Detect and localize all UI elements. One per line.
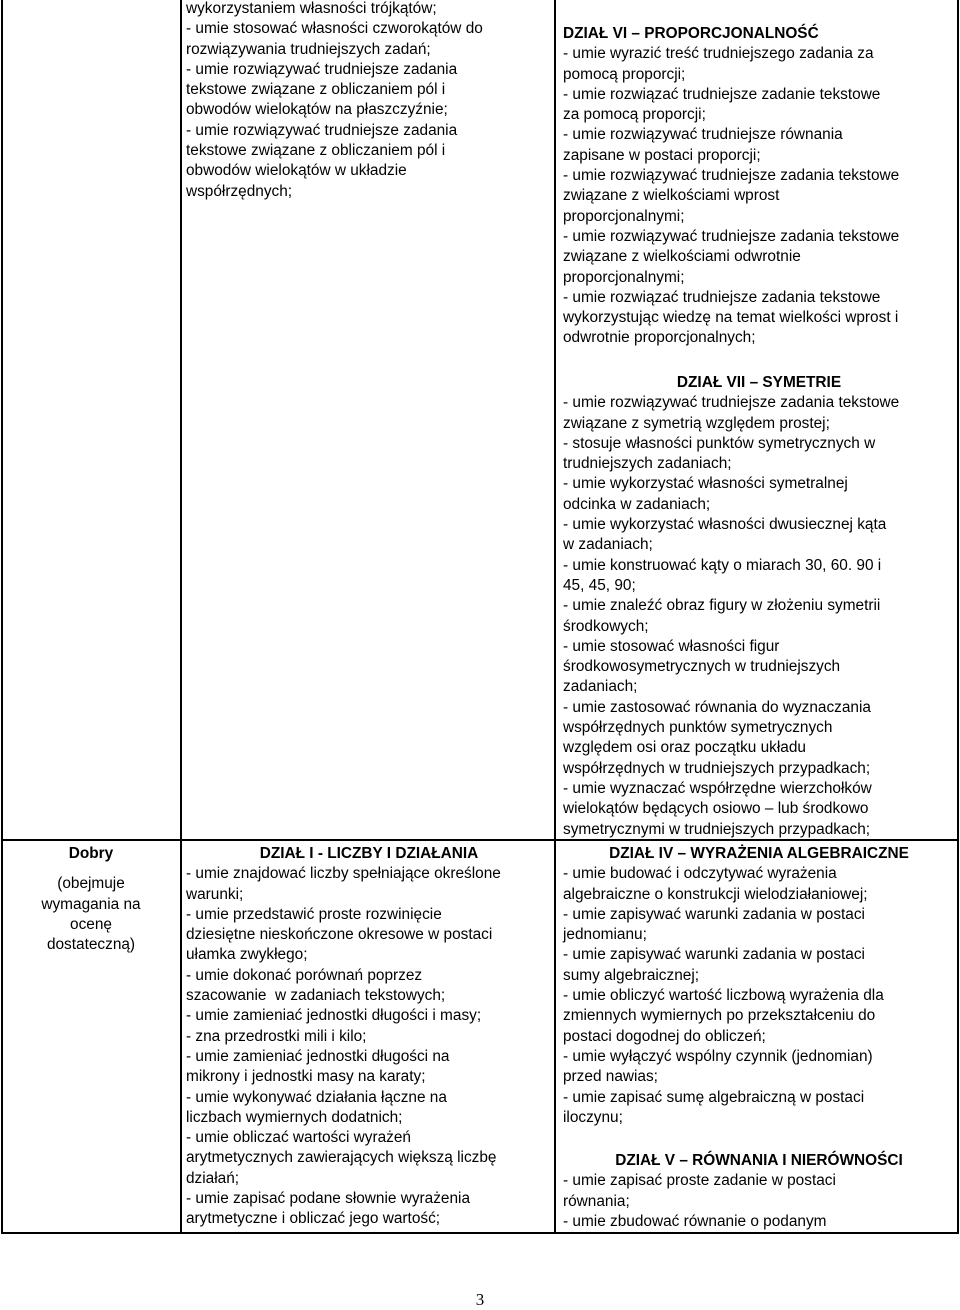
text-line: - umie przedstawić proste rozwinięcie bbox=[186, 905, 442, 923]
grade-note-line: (obejmuje bbox=[57, 875, 125, 893]
text-line: - umie rozwiązać trudniejsze zadanie tekstowe bbox=[563, 85, 881, 103]
grade-cell bbox=[1, 844, 181, 955]
text-line: odcinka w zadaniach; bbox=[563, 495, 711, 513]
text-line: proporcjonalnymi; bbox=[563, 268, 685, 286]
text-line: szacowanie w zadaniach tekstowych; bbox=[186, 987, 446, 1005]
text-line: warunki; bbox=[186, 885, 244, 903]
text-line: przed nawias; bbox=[563, 1068, 658, 1086]
text-line: - umie rozwiązywać trudniejsze zadania tekstowe bbox=[563, 227, 900, 245]
text-line: - umie rozwiązywać trudniejsze zadania bbox=[186, 60, 458, 78]
section-heading: DZIAŁ VII – SYMETRIE bbox=[676, 374, 842, 391]
section-heading: DZIAŁ I - LICZBY I DZIAŁANIA bbox=[259, 845, 479, 862]
text-line: środkowych; bbox=[563, 617, 649, 635]
text-line: - umie zapisać sumę algebraiczną w postaci bbox=[563, 1088, 865, 1106]
text-line: - umie zbudować równanie o podanym bbox=[563, 1212, 827, 1230]
text-line: - umie zamieniać jednostki długości na bbox=[186, 1047, 450, 1065]
grade-note-line: dostateczną) bbox=[46, 936, 136, 954]
page-number: 3 bbox=[475, 1290, 485, 1309]
text-line: arytmetycznych zawierających większą liczbę bbox=[186, 1149, 497, 1167]
text-line: 45, 45, 90; bbox=[563, 576, 636, 594]
text-line: - umie rozwiązywać trudniejsze zadania tekstowe bbox=[563, 394, 900, 412]
text-line: zmiennych wymiernych po przekształceniu do bbox=[563, 1007, 876, 1025]
table-border-col-1 bbox=[180, 0, 182, 1234]
text-line: działań; bbox=[186, 1169, 240, 1187]
text-line: - umie zapisywać warunki zadania w postaci bbox=[563, 946, 865, 964]
text-line: - umie konstruować kąty o miarach 30, 60. 90 i bbox=[563, 556, 882, 574]
text-line: - umie wyłączyć wspólny czynnik (jednomian) bbox=[563, 1047, 873, 1065]
text-line: proporcjonalnymi; bbox=[563, 207, 685, 225]
text-line: obwodów wielokątów w układzie bbox=[186, 162, 407, 180]
text-line: odwrotnie proporcjonalnych; bbox=[563, 329, 756, 347]
grade-title: Dobry bbox=[68, 845, 114, 862]
text-line: pomocą proporcji; bbox=[563, 65, 686, 83]
text-line: - umie wykorzystać własności symetralnej bbox=[563, 475, 848, 493]
text-line: - umie zapisać proste zadanie w postaci bbox=[563, 1172, 836, 1190]
section-heading: DZIAŁ V – RÓWNANIA I NIERÓWNOŚCI bbox=[615, 1152, 903, 1169]
text-line: ułamka zwykłego; bbox=[186, 946, 308, 964]
text-line: - stosuje własności punktów symetrycznych w bbox=[563, 434, 876, 452]
text-line: rozwiązywania trudniejszych zadań; bbox=[186, 40, 431, 58]
text-line: mikrony i jednostki masy na karaty; bbox=[186, 1068, 426, 1086]
text-line: - umie wyznaczać współrzędne wierzchołków bbox=[563, 779, 872, 797]
text-line: trudniejszych zadaniach; bbox=[563, 455, 732, 473]
text-line: symetrycznymi w trudniejszych przypadkach; bbox=[563, 820, 871, 838]
text-line: w zadaniach; bbox=[563, 536, 653, 554]
grade-note-line: ocenę bbox=[70, 915, 112, 933]
text-line: - umie dokonać porównań poprzez bbox=[186, 966, 423, 984]
text-line: związane z wielkościami wprost bbox=[563, 187, 780, 205]
text-line: związane z wielkościami odwrotnie bbox=[563, 248, 801, 266]
col2-top-text bbox=[186, 0, 483, 202]
grade-note-line: wymagania na bbox=[41, 895, 141, 913]
text-line: - umie budować i odczytywać wyrażenia bbox=[563, 865, 837, 883]
text-line: - zna przedrostki mili i kilo; bbox=[186, 1027, 367, 1045]
text-line: - umie znaleźć obraz figury w złożeniu symetrii bbox=[563, 597, 881, 615]
text-line: - umie rozwiązywać trudniejsze zadania tekstowe bbox=[563, 167, 900, 185]
text-line: sumy algebraicznej; bbox=[563, 966, 700, 984]
text-line: - umie rozwiązywać trudniejsze zadania bbox=[186, 121, 458, 139]
section-symetrie bbox=[563, 373, 955, 840]
text-line: współrzędnych punktów symetrycznych bbox=[563, 719, 833, 737]
text-line: - umie zapisywać warunki zadania w postaci bbox=[563, 905, 865, 923]
text-line: obwodów wielokątów na płaszczyźnie; bbox=[186, 101, 448, 119]
table-border-right bbox=[957, 0, 959, 1234]
text-line: - umie wykonywać działania łączne na bbox=[186, 1088, 447, 1106]
text-line: wykorzystując wiedzę na temat wielkości wprost i bbox=[563, 309, 899, 327]
text-line: - umie obliczać wartości wyrażeń bbox=[186, 1129, 411, 1147]
text-line: za pomocą proporcji; bbox=[563, 106, 706, 124]
section-proporcjonalnosc bbox=[563, 24, 899, 349]
text-line: związane z symetrią względem prostej; bbox=[563, 414, 830, 432]
text-line: zapisane w postaci proporcji; bbox=[563, 146, 761, 164]
text-line: - umie zamieniać jednostki długości i masy; bbox=[186, 1007, 482, 1025]
text-line: wielokątów będących osiowo – lub środkowo bbox=[563, 800, 869, 818]
text-line: arytmetyczne i obliczać jego wartość; bbox=[186, 1210, 441, 1228]
text-line: względem osi oraz początku układu bbox=[563, 739, 806, 757]
text-line: zadaniach; bbox=[563, 678, 638, 696]
text-line: - umie stosować własności czworokątów do bbox=[186, 20, 483, 38]
text-line: jednomianu; bbox=[563, 926, 647, 944]
text-line: - umie zastosować równania do wyznaczania bbox=[563, 698, 871, 716]
section-liczby-i-dzialania bbox=[186, 844, 552, 1230]
text-line: - umie wyrazić treść trudniejszego zadania za bbox=[563, 45, 874, 63]
text-line: tekstowe związane z obliczaniem pól i bbox=[186, 81, 446, 99]
text-line: równania; bbox=[563, 1192, 630, 1210]
section-heading: DZIAŁ IV – WYRAŻENIA ALGEBRAICZNE bbox=[609, 845, 909, 862]
text-line: współrzędnych; bbox=[186, 182, 293, 200]
text-line: - umie znajdować liczby spełniające określone bbox=[186, 865, 501, 883]
text-line: wykorzystaniem własności trójkątów; bbox=[186, 0, 437, 17]
text-line: środkowosymetrycznych w trudniejszych bbox=[563, 658, 841, 676]
text-line: postaci dogodnej do obliczeń; bbox=[563, 1027, 766, 1045]
text-line: liczbach wymiernych dodatnich; bbox=[186, 1108, 403, 1126]
text-line: - umie rozwiązać trudniejsze zadania tekstowe bbox=[563, 288, 881, 306]
text-line: dziesiętne nieskończone okresowe w postaci bbox=[186, 926, 493, 944]
text-line: algebraiczne o konstrukcji wielodziałaniowej; bbox=[563, 885, 868, 903]
section-rownania bbox=[563, 1151, 955, 1232]
text-line: iloczynu; bbox=[563, 1108, 623, 1126]
text-line: - umie wykorzystać własności dwusiecznej kąta bbox=[563, 516, 887, 534]
text-line: - umie zapisać podane słownie wyrażenia bbox=[186, 1190, 471, 1208]
table-border-bottom bbox=[1, 1232, 958, 1234]
section-heading: DZIAŁ VI – PROPORCJONALNOŚĆ bbox=[563, 25, 819, 42]
table-border-col-2 bbox=[554, 0, 556, 1234]
text-line: - umie obliczyć wartość liczbową wyrażenia dla bbox=[563, 987, 884, 1005]
table-border-left bbox=[1, 0, 3, 1234]
text-line: współrzędnych w trudniejszych przypadkach; bbox=[563, 759, 871, 777]
text-line: - umie rozwiązywać trudniejsze równania bbox=[563, 126, 843, 144]
text-line: tekstowe związane z obliczaniem pól i bbox=[186, 142, 446, 160]
section-wyrazenia-algebraiczne bbox=[563, 844, 955, 1128]
text-line: - umie stosować własności figur bbox=[563, 637, 780, 655]
